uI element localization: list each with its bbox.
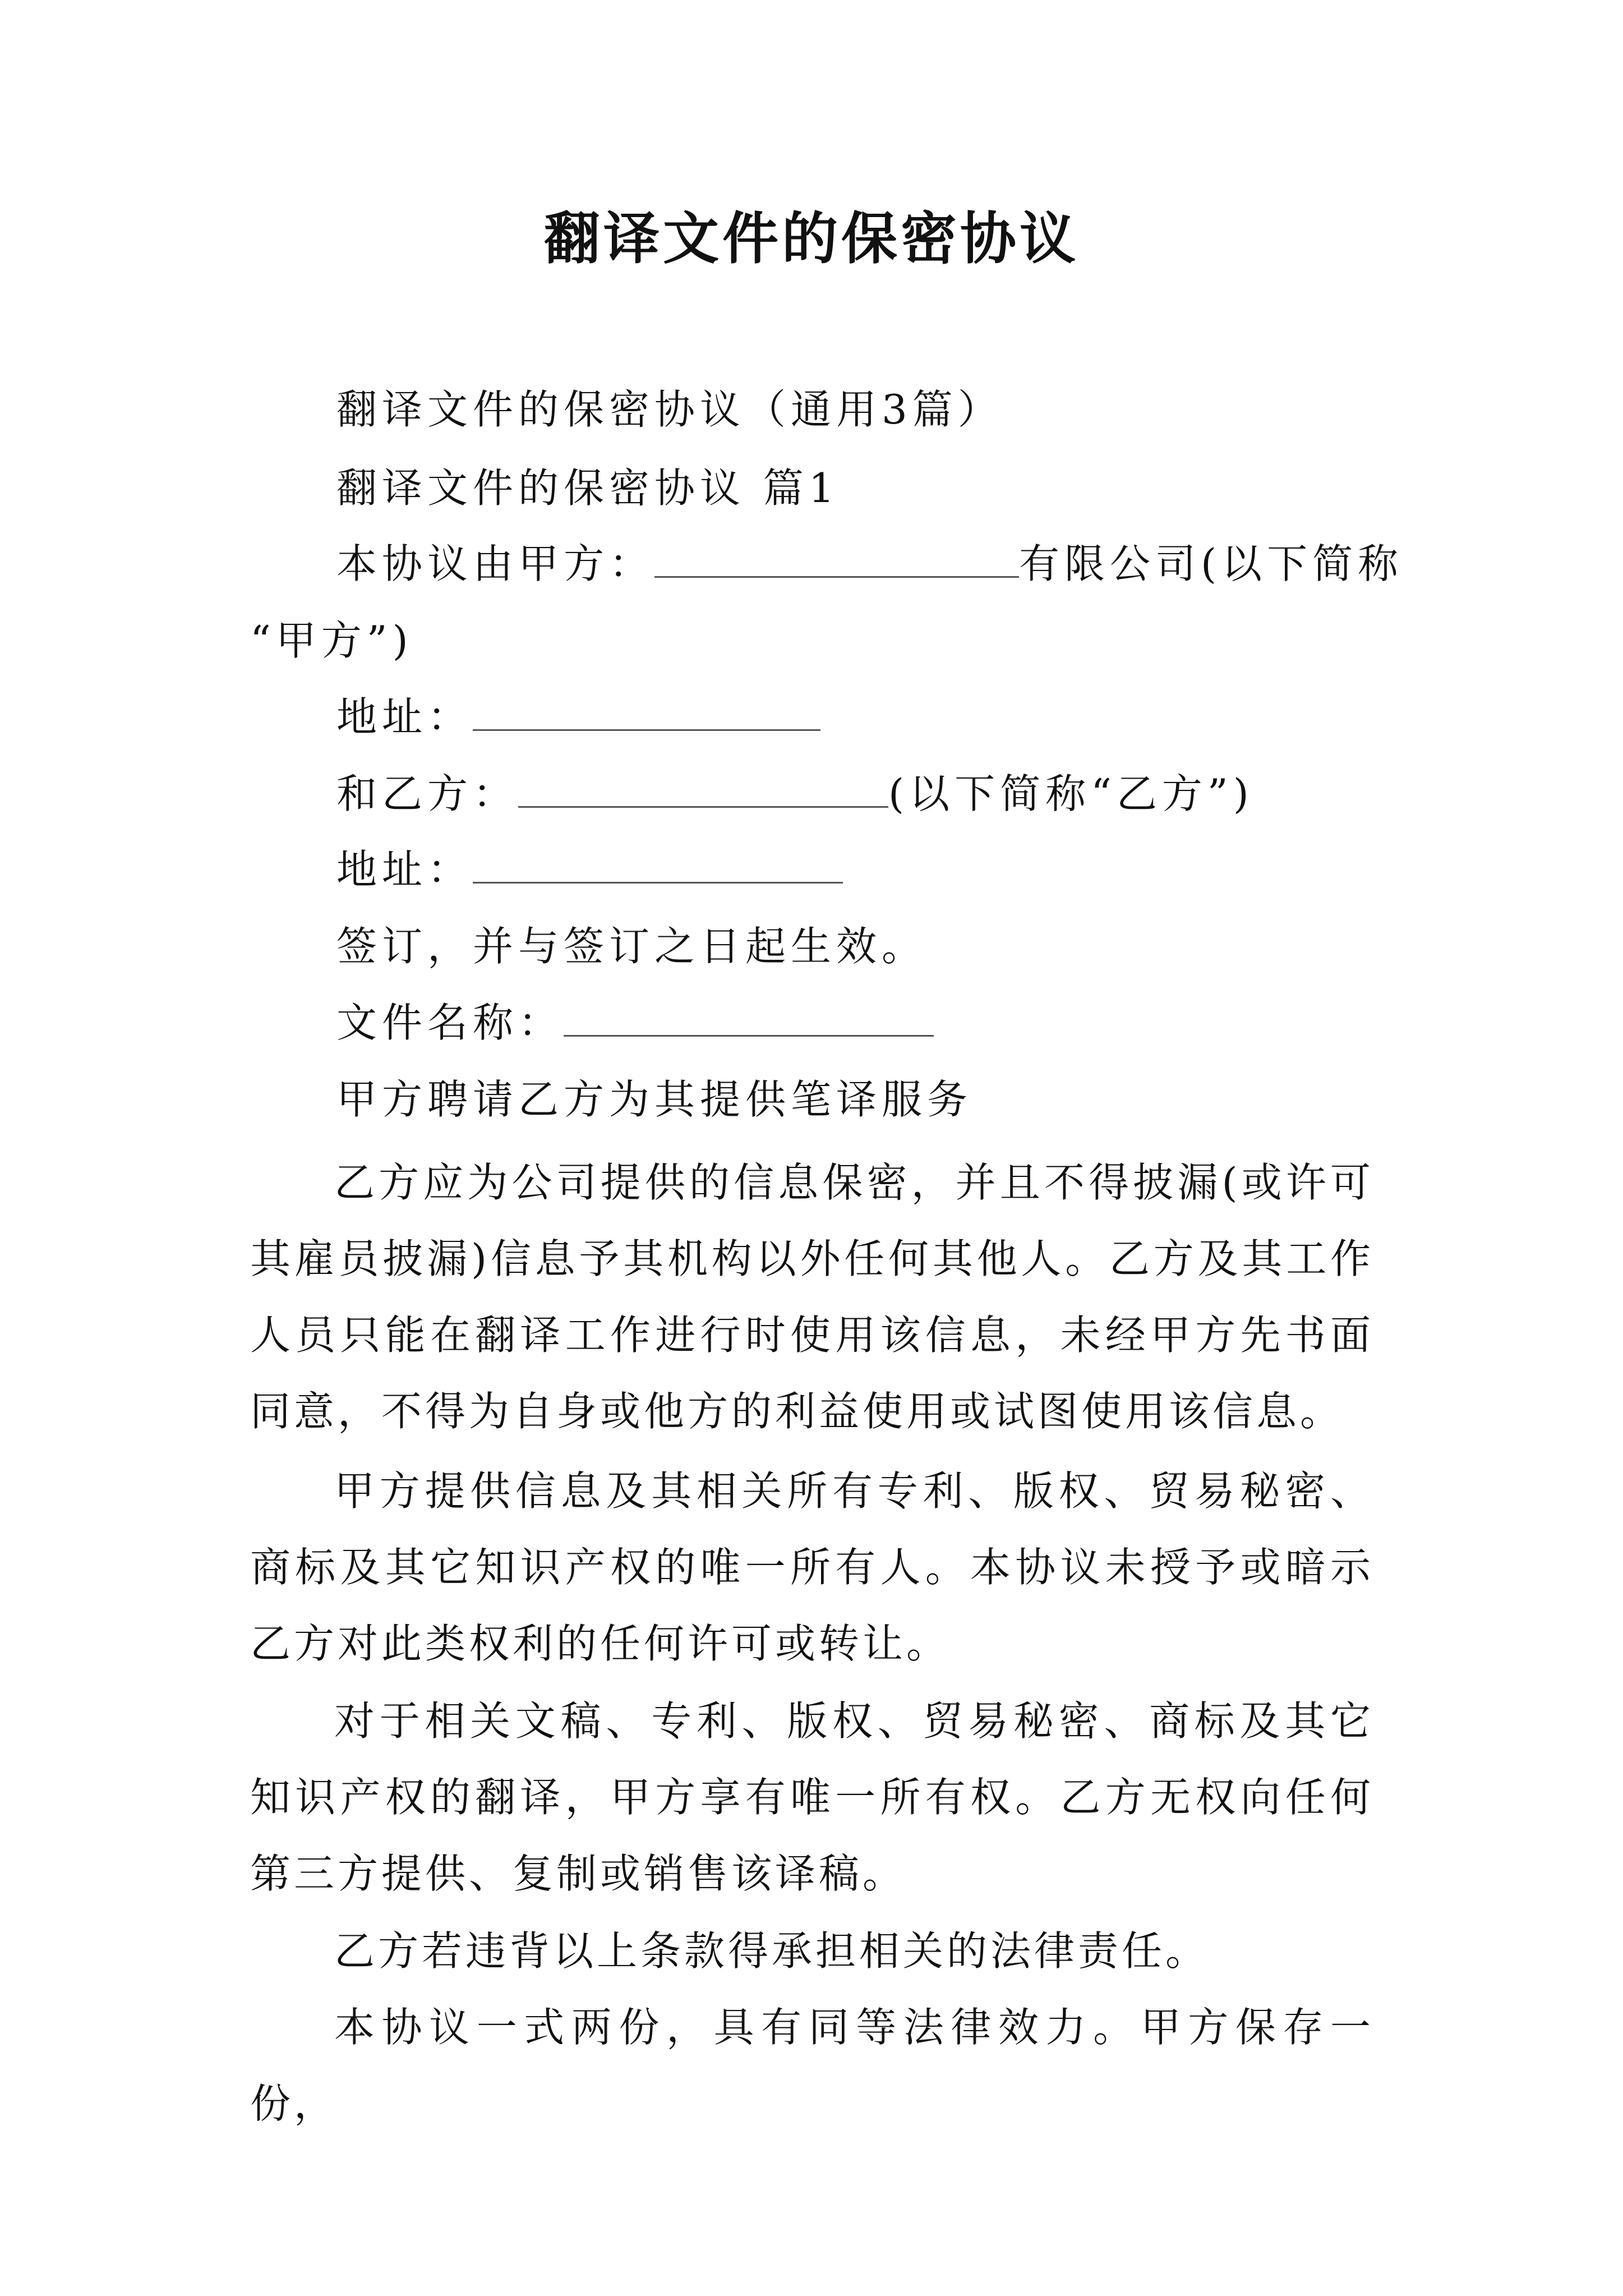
document-title: 翻译文件的保密协议 bbox=[544, 205, 1079, 272]
paragraph-copies: 本协议一式两份，具有同等法律效力。甲方保存一份， bbox=[250, 2004, 1374, 2127]
address-a-label: 地址： bbox=[336, 693, 473, 740]
service-text: 甲方聘请乙方为其提供笔译服务 bbox=[336, 1076, 973, 1123]
party-a-suffix: 有限公司(以下简称 bbox=[1019, 540, 1404, 587]
party-b-blank bbox=[518, 771, 888, 808]
address-b-line bbox=[336, 841, 843, 898]
party-b-suffix: (以下简称“乙方”) bbox=[888, 770, 1254, 817]
file-name-line bbox=[336, 995, 934, 1051]
party-a-line bbox=[336, 536, 1403, 592]
address-a-line bbox=[336, 689, 820, 745]
address-b-blank bbox=[473, 847, 843, 884]
file-name-blank bbox=[564, 1000, 934, 1037]
paragraph-ownership: 甲方提供信息及其相关所有专利、版权、贸易秘密、商标及其它知识产权的唯一所有人。本协议未授予或暗示乙方对此类权利的任何许可或转让。 bbox=[250, 1467, 1374, 1667]
party-a-continuation: “甲方”) bbox=[250, 617, 413, 664]
address-a-blank bbox=[473, 694, 820, 731]
file-name-label: 文件名称： bbox=[336, 999, 564, 1046]
effective-text: 签订，并与签订之日起生效。 bbox=[336, 923, 928, 970]
document-subtitle: 翻译文件的保密协议（通用3篇） bbox=[336, 386, 1003, 433]
paragraph-confidentiality: 乙方应为公司提供的信息保密，并且不得披漏(或许可其雇员披漏)信息予其机构以外任何其他人。乙方及其工作人员只能在翻译工作进行时使用该信息，未经甲方先书面同意，不得为自身或他方的利益使用或试图使用该信息。 bbox=[250, 1159, 1374, 1435]
party-a-prefix: 本协议由甲方： bbox=[336, 540, 655, 587]
party-b-prefix: 和乙方： bbox=[336, 770, 519, 817]
address-b-label: 地址： bbox=[336, 846, 473, 893]
paragraph-liability: 乙方若违背以上条款得承担相关的法律责任。 bbox=[334, 1927, 1210, 1975]
paragraph-translation-rights: 对于相关文稿、专利、版权、贸易秘密、商标及其它知识产权的翻译，甲方享有唯一所有权。乙方无权向任何第三方提供、复制或销售该译稿。 bbox=[250, 1697, 1374, 1897]
party-a-blank bbox=[654, 541, 1019, 578]
party-b-line bbox=[336, 766, 1254, 822]
section-heading: 翻译文件的保密协议 篇1 bbox=[336, 464, 840, 512]
